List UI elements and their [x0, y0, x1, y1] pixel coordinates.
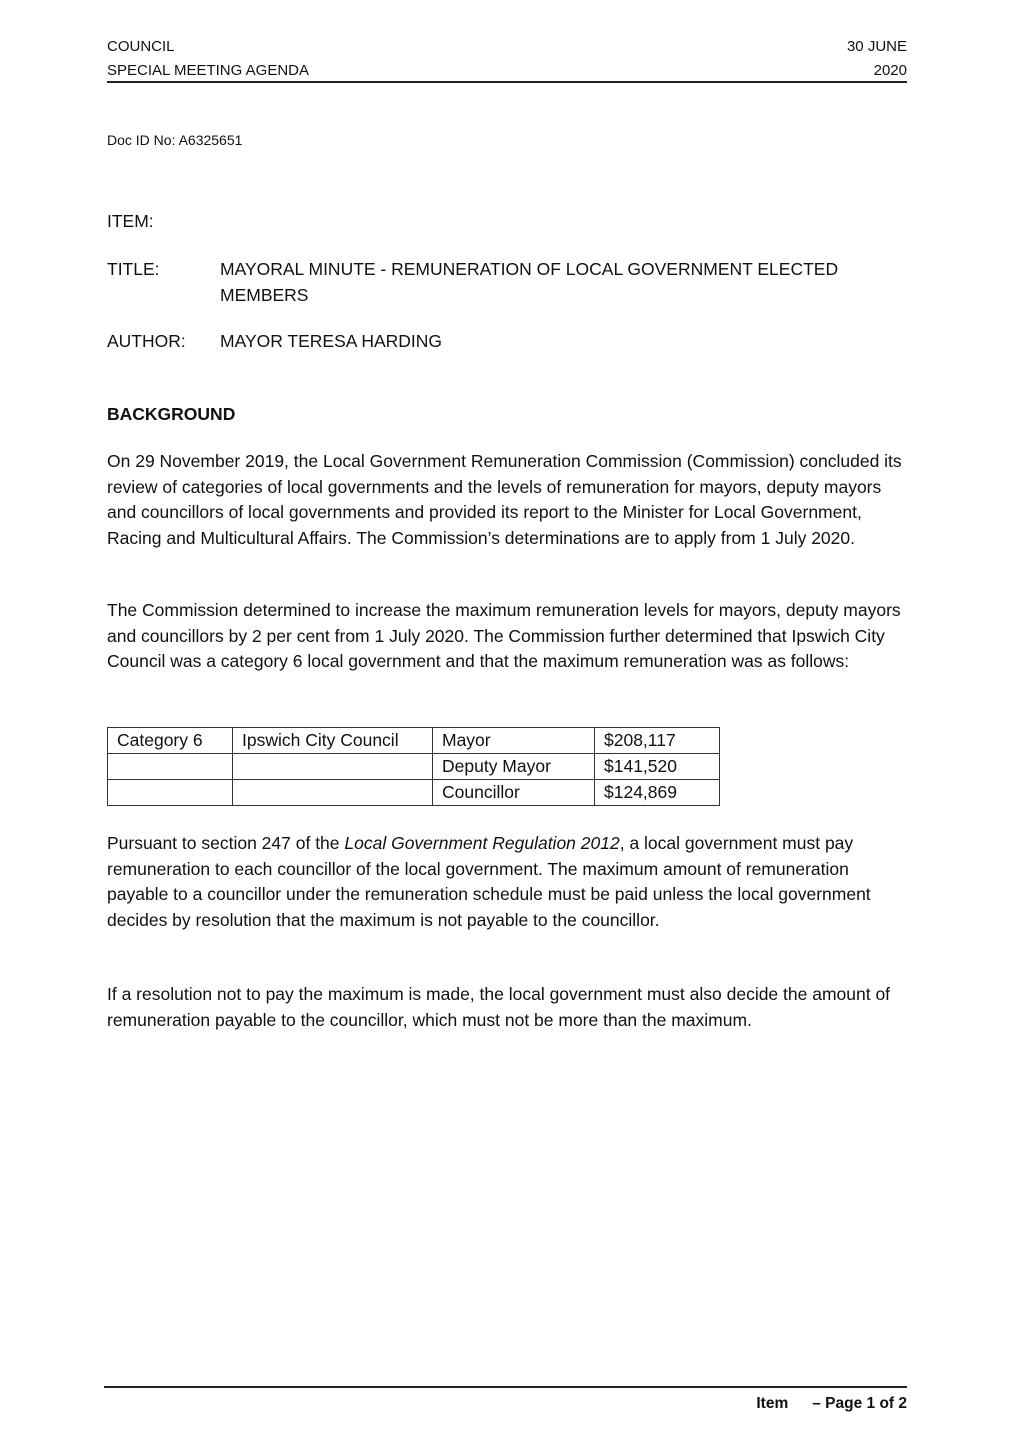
background-paragraph-4: If a resolution not to pay the maximum is made, the local government must also decide the amount of remuneration payable to the councillor, which must not be more than the maximum.	[107, 984, 891, 1030]
table-row	[108, 754, 720, 780]
background-heading: BACKGROUND	[107, 404, 236, 424]
regulation-title: Local Government Regulation 2012	[344, 833, 620, 853]
item-label: ITEM:	[107, 211, 154, 231]
header-date-year: 2020	[873, 62, 907, 79]
paragraph-3-lead: Pursuant to section 247 of the	[107, 833, 345, 853]
paragraph-3-rest: , a local government must pay remuneration to each councillor of the local government. The maximum amount of remuneration payable to a councillor under the remuneration schedule must be paid unless the local government decides by resolution that the maximum is not payable to the councillor.	[107, 833, 871, 930]
doc-id: Doc ID No: A6325651	[107, 132, 243, 148]
table-cell-amount: $124,869	[595, 780, 720, 806]
footer-rule	[104, 1386, 907, 1388]
page-header	[107, 35, 907, 83]
page-footer	[756, 1393, 907, 1415]
footer-page-number: – Page 1 of 2	[812, 1395, 907, 1412]
author-label: AUTHOR:	[107, 331, 186, 351]
table-cell-council	[233, 754, 433, 780]
table-cell-category: Category 6	[108, 728, 233, 754]
title-label: TITLE:	[107, 259, 160, 279]
background-paragraph-2: The Commission determined to increase the maximum remuneration levels for mayors, deputy mayors and councillors by 2 per cent from 1 July 2020. The Commission further determined that Ipswich City Council was a category 6 local government and that the maximum remuneration was as follows:	[107, 600, 901, 671]
background-paragraph-1: On 29 November 2019, the Local Government Remuneration Commission (Commission) concluded its review of categories of local governments and the levels of remuneration for mayors, deputy mayors and councillors of local governments and provided its report to the Minister for Local Government, Racing and Multicultural Affairs. The Commission’s determinations are to apply from 1 July 2020.	[107, 451, 902, 548]
header-meeting-type: SPECIAL MEETING AGENDA	[107, 62, 309, 79]
header-council: COUNCIL	[107, 38, 175, 55]
table-cell-category	[108, 754, 233, 780]
table-cell-category	[108, 780, 233, 806]
author-value: MAYOR TERESA HARDING	[220, 331, 443, 351]
table-cell-role: Deputy Mayor	[433, 754, 595, 780]
table-cell-amount: $141,520	[595, 754, 720, 780]
header-right	[847, 35, 907, 83]
background-paragraph-3	[107, 831, 902, 933]
table-cell-amount: $208,117	[595, 728, 720, 754]
table-row	[108, 728, 720, 754]
footer-item-label: Item	[756, 1395, 789, 1412]
title-value: MAYORAL MINUTE - REMUNERATION OF LOCAL GOVERNMENT ELECTED MEMBERS	[220, 259, 839, 305]
remuneration-table	[107, 727, 720, 806]
header-date-day-month: 30 JUNE	[846, 38, 907, 55]
table-cell-role: Mayor	[433, 728, 595, 754]
table-cell-council	[233, 780, 433, 806]
table-row	[108, 780, 720, 806]
header-left	[107, 35, 309, 83]
table-cell-council: Ipswich City Council	[233, 728, 433, 754]
table-cell-role: Councillor	[433, 780, 595, 806]
